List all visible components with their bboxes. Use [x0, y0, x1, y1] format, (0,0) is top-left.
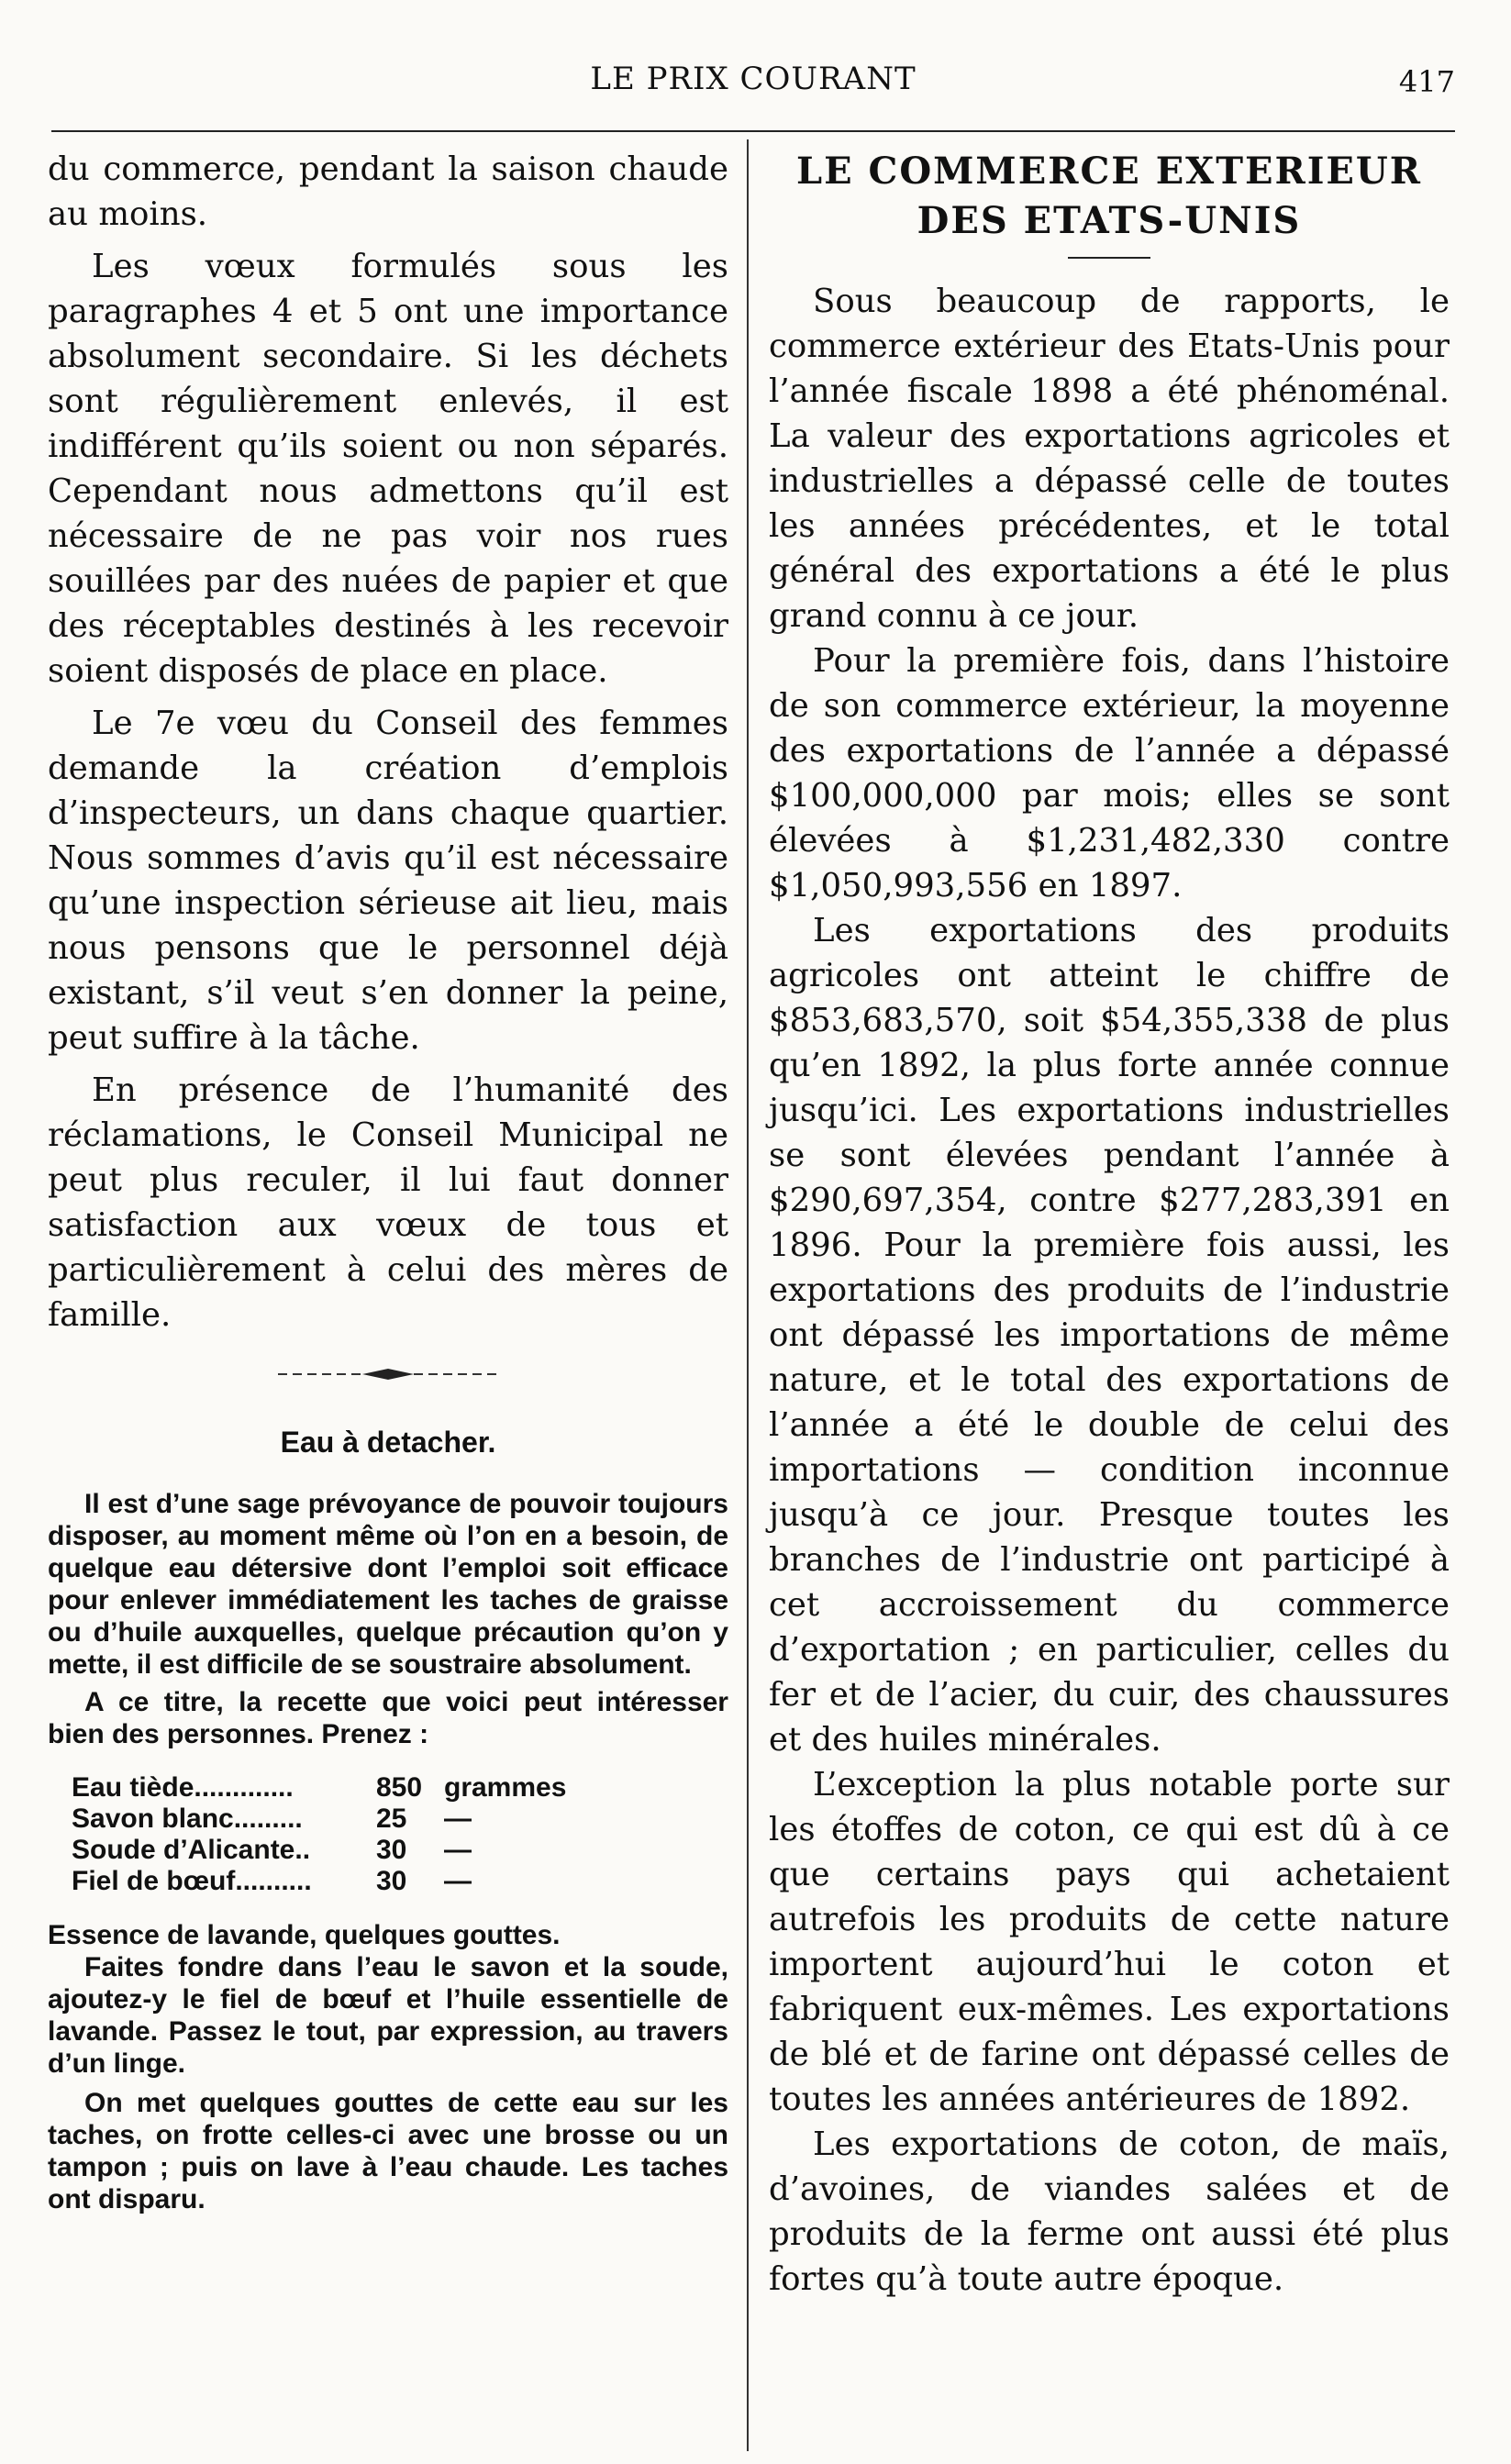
running-title: LE PRIX COURANT: [590, 61, 917, 97]
column-divider: [747, 139, 749, 2451]
recipe-paragraph: A ce titre, la recette que voici peut intéresser bien des personnes. Prenez :: [48, 1687, 728, 1749]
ingredient-name: Fiel de bœuf..........: [72, 1866, 312, 1896]
paragraph: du commerce, pendant la saison chaude au moins.: [48, 150, 728, 233]
ingredient-name: Eau tiède.............: [72, 1772, 294, 1803]
ornament-rule-icon: [260, 1365, 517, 1383]
ingredient-unit: —: [444, 1804, 472, 1834]
ingredient-unit: —: [444, 1866, 472, 1896]
paragraph: Les vœux formulés sous les paragraphes 4 et 5 ont une importance absolument secondaire. Si les déchets sont régulièrement enlevés, il est indifférent qu’ils soient ou non séparés. Cependant nous admettons qu’il est nécessaire de ne pas voir nos rues souillées par des nuées de papier et que des réceptables destinés à les recevoir soient disposés de place en place.: [48, 248, 728, 690]
article-title-line2: DES ETATS-UNIS: [917, 199, 1302, 242]
article-title-line1: LE COMMERCE EXTERIEUR: [795, 150, 1423, 193]
paragraph: Pour la première fois, dans l’histoire de son commerce extérieur, la moyenne des exportations de l’année a dépassé $100,000,000 par mois; elles se sont élevées à $1,231,482,330 contre $1,050,993,556 en 1897.: [769, 642, 1450, 905]
paragraph: Les exportations de coton, de maïs, d’avoines, de viandes salées et de produits de la ferme ont aussi été plus fortes qu’à toute autre époque.: [769, 2125, 1450, 2298]
paragraph: Les exportations des produits agricoles ont atteint le chiffre de $853,683,570, soit $54,355,338 de plus qu’en 1892, la plus forte année connue jusqu’ici. Les exportations industrielles se sont élevées pendant l’année à $290,697,354, contre $277,283,391 en 1896. Pour la première fois aussi, les exportations des produits de l’industrie ont dépassé les importations de même nature, et le total des exportations de l’année a été le double de celui des importations — condition inconnue jusqu’à ce jour. Presque toutes les branches de l’industrie ont participé à cet accroissement du commerce d’exportation ; en particulier, celles du fer et de l’acier, du cuir, des chaussures et des huiles minérales.: [769, 912, 1450, 1759]
recipe-body: [48, 1488, 728, 2215]
paragraph: Sous beaucoup de rapports, le commerce extérieur des Etats-Unis pour l’année fiscale 1898 a été phénoménal. La valeur des exportations agricoles et industrielles a dépassé celle de toutes les années précédentes, et le total général des exportations a été le plus grand connu à ce jour.: [769, 283, 1450, 635]
ingredient-qty: 30: [376, 1866, 407, 1896]
ingredient-unit: grammes: [444, 1772, 567, 1803]
left-column: [48, 147, 728, 2215]
ingredient-row: [66, 1772, 633, 1804]
ingredient-name: Savon blanc.........: [72, 1804, 303, 1834]
ingredient-row: [66, 1804, 633, 1835]
recipe-paragraph: On met quelques gouttes de cette eau sur les taches, on frotte celles-ci avec une brosse ou un tampon ; puis on lave à l’eau chaude. Les taches ont disparu.: [48, 2088, 728, 2214]
recipe-title: Eau à detacher.: [280, 1426, 496, 1459]
paragraph: En présence de l’humanité des réclamations, le Conseil Municipal ne peut plus reculer, il lui faut donner satisfaction aux vœux de tous et particulièrement à celui des mères de famille.: [48, 1071, 728, 1334]
title-rule: [1068, 257, 1150, 259]
page-number: 417: [1398, 64, 1455, 99]
recipe-paragraph: Essence de lavande, quelques gouttes.: [48, 1920, 561, 1950]
section-ornament: [48, 1365, 728, 1393]
ingredient-qty: 850: [376, 1772, 423, 1803]
right-column: [769, 147, 1450, 2302]
ingredient-qty: 30: [376, 1835, 407, 1865]
header-rule: [51, 130, 1455, 132]
ingredient-row: [66, 1835, 633, 1866]
recipe-paragraph: Il est d’une sage prévoyance de pouvoir toujours disposer, au moment même où l’on en a besoin, de quelque eau détersive dont l’emploi soit efficace pour enlever immédiatement les taches de graisse ou d’huile auxquelles, quelque précaution qu’on y mette, il est difficile de se soustraire absolument.: [48, 1489, 728, 1680]
ingredient-qty: 25: [376, 1804, 407, 1834]
ingredient-name: Soude d’Alicante..: [72, 1835, 311, 1865]
ingredient-unit: —: [444, 1835, 472, 1865]
ingredients-table: [66, 1772, 633, 1897]
paragraph: L’exception la plus notable porte sur les étoffes de coton, ce qui est dû à ce que certains pays qui achetaient autrefois les produits de cette nature importent aujourd’hui le coton et fabriquent eux-mêmes. Les exportations de blé et de farine ont dépassé celles de toutes les années antérieures de 1892.: [769, 1766, 1450, 2118]
recipe-paragraph: Faites fondre dans l’eau le savon et la soude, ajoutez-y le fiel de bœuf et l’huile essentielle de lavande. Passez le tout, par expression, au travers d’un linge.: [48, 1952, 728, 2079]
ingredient-row: [66, 1866, 633, 1897]
page-header: [51, 61, 1455, 116]
article-title: [769, 147, 1450, 246]
paragraph: Le 7e vœu du Conseil des femmes demande la création d’emplois d’inspecteurs, un dans chaque quartier. Nous sommes d’avis qu’il est nécessaire qu’une inspection sérieuse ait lieu, mais nous pensons que le personnel déjà existant, s’il veut s’en donner la peine, peut suffire à la tâche.: [48, 705, 728, 1057]
